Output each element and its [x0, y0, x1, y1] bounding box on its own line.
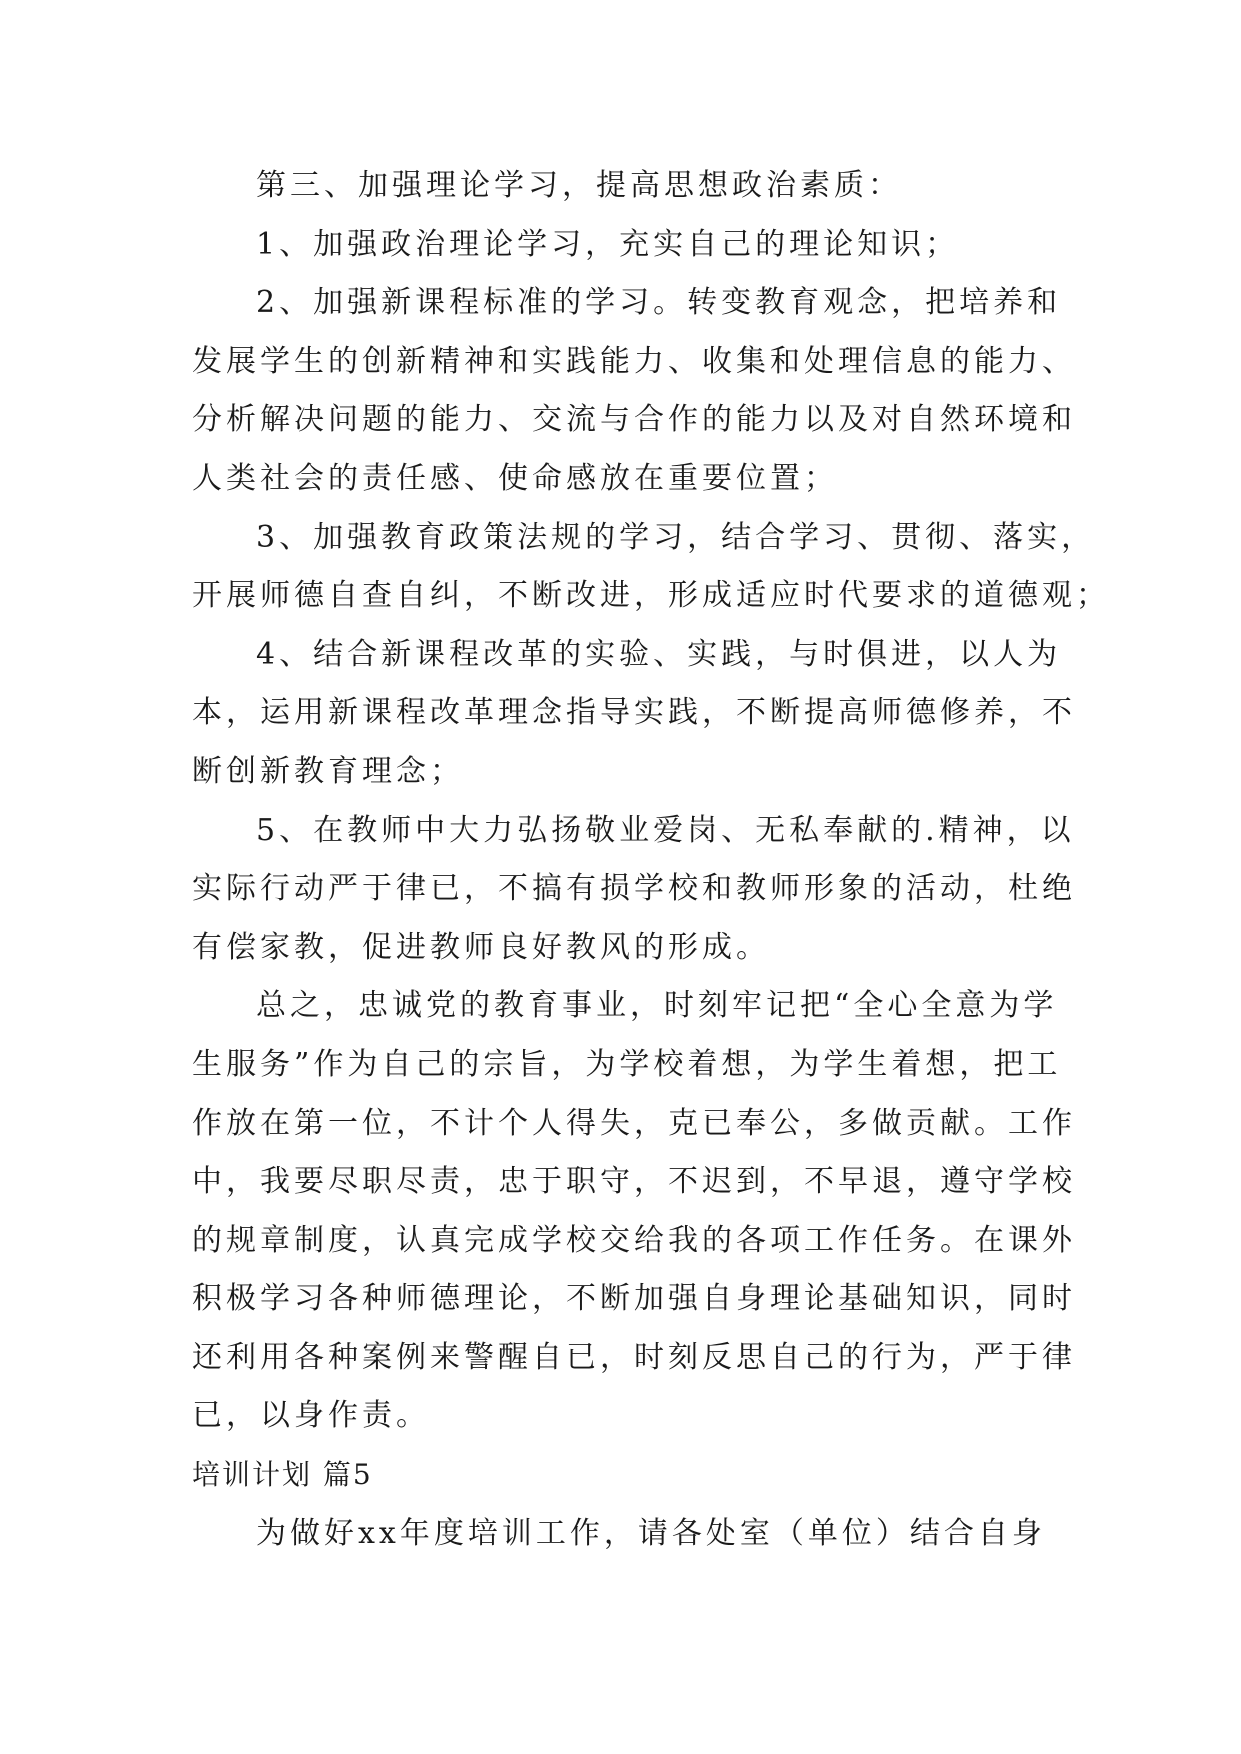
paragraph-summary	[192, 977, 1076, 1446]
paragraph-line: 4、结合新课程改革的实验、实践，与时俱进，以人为	[256, 636, 1062, 672]
paragraph-line: 本，运用新课程改革理念指导实践，不断提高师德修养，不	[192, 695, 1076, 731]
paragraph-line: 作放在第一位，不计个人得失，克已奉公，多做贡献。工作	[192, 1105, 1076, 1141]
paragraph-line: 断创新教育理念；	[192, 753, 464, 789]
section-heading: 培训计划 篇5	[192, 1458, 373, 1492]
paragraph-line: 总之，忠诚党的教育事业，时刻牢记把“全心全意为学	[256, 988, 1058, 1024]
paragraph-line: 为做好xx年度培训工作，请各处室（单位）结合自身	[256, 1515, 1046, 1551]
paragraph-line: 3、加强教育政策法规的学习，结合学习、贯彻、落实，	[256, 519, 1096, 555]
paragraph-line: 实际行动严于律已，不搞有损学校和教师形象的活动，杜绝	[192, 871, 1076, 907]
paragraph-line: 第三、加强理论学习，提高思想政治素质：	[256, 168, 902, 203]
paragraph-item-4	[192, 626, 1076, 802]
paragraph-line: 已，以身作责。	[192, 1398, 430, 1434]
paragraph-line: 1、加强政治理论学习，充实自己的理论知识；	[256, 226, 960, 262]
paragraph-item-3-heading	[192, 157, 1072, 216]
paragraph-line: 2、加强新课程标准的学习。转变教育观念，把培养和	[256, 285, 1062, 321]
paragraph-line: 的规章制度，认真完成学校交给我的各项工作任务。在课外	[192, 1222, 1076, 1258]
paragraph-training-intro	[192, 1505, 1072, 1564]
paragraph-line: 开展师德自查自纠，不断改进，形成适应时代要求的道德观；	[192, 578, 1110, 614]
paragraph-line: 有偿家教，促进教师良好教风的形成。	[192, 929, 770, 965]
paragraph-item-2	[192, 274, 1076, 508]
paragraph-line: 发展学生的创新精神和实践能力、收集和处理信息的能力、	[192, 343, 1076, 379]
paragraph-line: 积极学习各种师德理论，不断加强自身理论基础知识，同时	[192, 1281, 1076, 1317]
paragraph-item-5	[192, 802, 1076, 978]
paragraph-item-1	[192, 216, 1072, 275]
paragraph-line: 5、在教师中大力弘扬敬业爱岗、无私奉献的.精神，以	[256, 812, 1075, 848]
document-body	[192, 157, 1110, 1563]
paragraph-item-3	[192, 509, 1110, 626]
paragraph-line: 还利用各种案例来警醒自已，时刻反思自己的行为，严于律	[192, 1339, 1076, 1375]
paragraph-line: 中，我要尽职尽责，忠于职守，不迟到，不早退，遵守学校	[192, 1164, 1076, 1200]
paragraph-line: 人类社会的责任感、使命感放在重要位置；	[192, 460, 838, 496]
paragraph-line: 生服务”作为自己的宗旨，为学校着想，为学生着想，把工	[192, 1046, 1062, 1082]
paragraph-line: 分析解决问题的能力、交流与合作的能力以及对自然环境和	[192, 402, 1076, 438]
